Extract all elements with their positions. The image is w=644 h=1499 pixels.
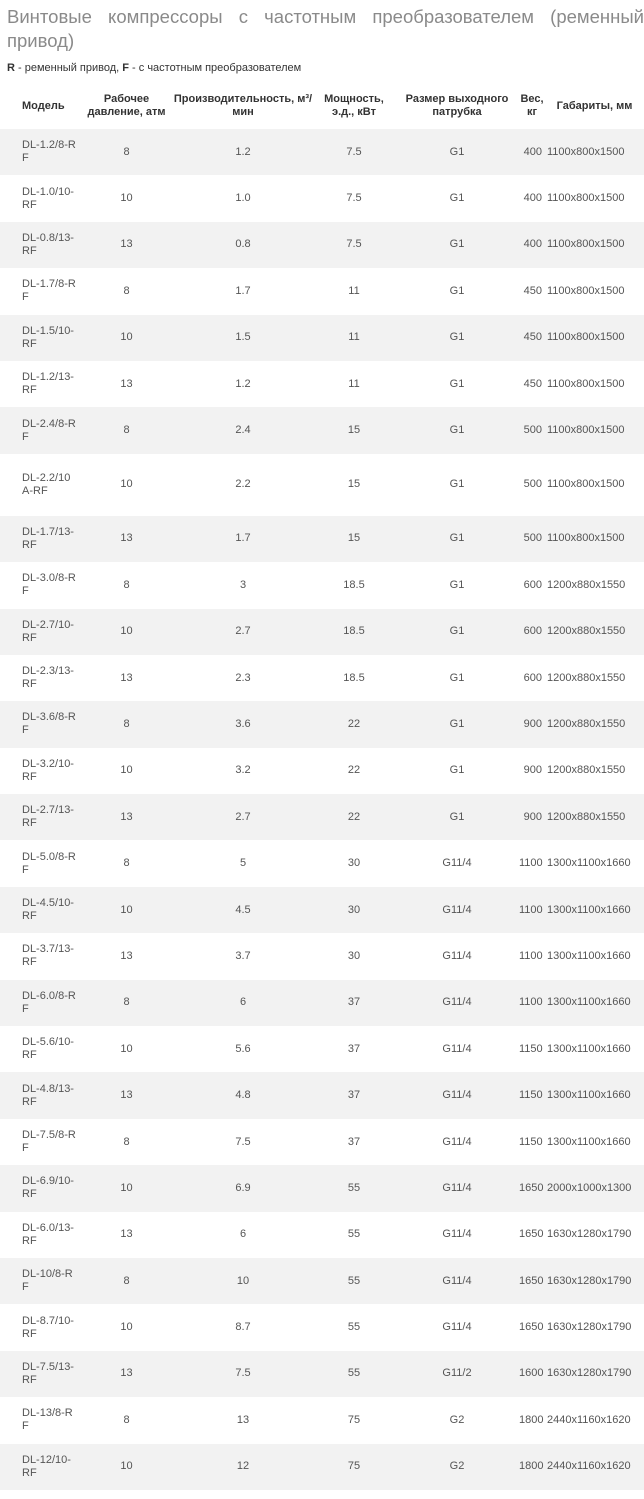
cell-outlet-size: G1 — [395, 407, 519, 453]
cell-capacity: 8.7 — [173, 1304, 313, 1350]
cell-power: 11 — [313, 268, 395, 314]
cell-capacity: 4.5 — [173, 887, 313, 933]
cell-weight: 1100 — [519, 933, 545, 979]
cell-power: 11 — [313, 361, 395, 407]
cell-model: DL-2.2/10A-RF — [0, 454, 80, 516]
table-body — [0, 129, 644, 1490]
table-row — [0, 1444, 644, 1490]
cell-outlet-size: G2 — [395, 1444, 519, 1490]
cell-power: 22 — [313, 748, 395, 794]
cell-capacity: 2.3 — [173, 655, 313, 701]
cell-model: DL-3.7/13-RF — [0, 933, 80, 979]
cell-dimensions: 1100x800x1500 — [545, 516, 644, 562]
cell-weight: 1650 — [519, 1165, 545, 1211]
cell-capacity: 1.7 — [173, 268, 313, 314]
table-row — [0, 887, 644, 933]
cell-capacity: 3.7 — [173, 933, 313, 979]
cell-capacity: 2.7 — [173, 609, 313, 655]
cell-weight: 1650 — [519, 1212, 545, 1258]
cell-power: 37 — [313, 1072, 395, 1118]
cell-pressure: 13 — [80, 1351, 173, 1397]
cell-outlet-size: G1 — [395, 655, 519, 701]
cell-weight: 500 — [519, 516, 545, 562]
table-row — [0, 268, 644, 314]
cell-capacity: 3.6 — [173, 701, 313, 747]
cell-dimensions: 1300x1100x1660 — [545, 980, 644, 1026]
header-model: Модель — [0, 83, 80, 129]
cell-weight: 400 — [519, 129, 545, 175]
cell-outlet-size: G1 — [395, 268, 519, 314]
cell-dimensions: 1300x1100x1660 — [545, 933, 644, 979]
header-capacity: Производительность, м³/мин — [173, 83, 313, 129]
cell-outlet-size: G11/4 — [395, 1304, 519, 1350]
cell-dimensions: 1300x1100x1660 — [545, 1026, 644, 1072]
cell-dimensions: 1100x800x1500 — [545, 315, 644, 361]
cell-capacity: 1.2 — [173, 129, 313, 175]
cell-outlet-size: G1 — [395, 609, 519, 655]
cell-pressure: 10 — [80, 1444, 173, 1490]
cell-dimensions: 1300x1100x1660 — [545, 887, 644, 933]
cell-pressure: 8 — [80, 407, 173, 453]
header-pressure: Рабочее давление, атм — [80, 83, 173, 129]
table-row — [0, 454, 644, 516]
cell-capacity: 2.4 — [173, 407, 313, 453]
cell-model: DL-3.0/8-RF — [0, 562, 80, 608]
cell-capacity: 2.2 — [173, 454, 313, 516]
table-row — [0, 129, 644, 175]
cell-dimensions: 1100x800x1500 — [545, 268, 644, 314]
cell-power: 11 — [313, 315, 395, 361]
cell-capacity: 6 — [173, 1212, 313, 1258]
cell-power: 7.5 — [313, 129, 395, 175]
table-row — [0, 794, 644, 840]
cell-power: 37 — [313, 980, 395, 1026]
cell-model: DL-1.2/13-RF — [0, 361, 80, 407]
cell-model: DL-1.0/10-RF — [0, 175, 80, 221]
table-row — [0, 361, 644, 407]
cell-weight: 1100 — [519, 980, 545, 1026]
cell-weight: 450 — [519, 315, 545, 361]
cell-weight: 1800 — [519, 1397, 545, 1443]
cell-dimensions: 1200x880x1550 — [545, 562, 644, 608]
cell-pressure: 13 — [80, 794, 173, 840]
cell-dimensions: 2000x1000x1300 — [545, 1165, 644, 1211]
table-row — [0, 980, 644, 1026]
header-power: Мощность, э.д., кВт — [313, 83, 395, 129]
cell-model: DL-7.5/13-RF — [0, 1351, 80, 1397]
cell-weight: 400 — [519, 222, 545, 268]
cell-weight: 1650 — [519, 1304, 545, 1350]
cell-weight: 500 — [519, 454, 545, 516]
cell-dimensions: 1630x1280x1790 — [545, 1304, 644, 1350]
table-row — [0, 1119, 644, 1165]
cell-power: 55 — [313, 1258, 395, 1304]
cell-pressure: 8 — [80, 1258, 173, 1304]
cell-dimensions: 1200x880x1550 — [545, 701, 644, 747]
cell-capacity: 6 — [173, 980, 313, 1026]
compressor-table — [0, 83, 644, 1490]
cell-pressure: 10 — [80, 1026, 173, 1072]
cell-pressure: 8 — [80, 1397, 173, 1443]
cell-dimensions: 1200x880x1550 — [545, 655, 644, 701]
cell-power: 18.5 — [313, 655, 395, 701]
cell-model: DL-1.7/13-RF — [0, 516, 80, 562]
cell-capacity: 2.7 — [173, 794, 313, 840]
cell-weight: 1150 — [519, 1072, 545, 1118]
cell-outlet-size: G11/4 — [395, 933, 519, 979]
cell-model: DL-1.5/10-RF — [0, 315, 80, 361]
cell-pressure: 8 — [80, 1119, 173, 1165]
table-row — [0, 222, 644, 268]
cell-model: DL-3.6/8-RF — [0, 701, 80, 747]
cell-weight: 900 — [519, 748, 545, 794]
cell-capacity: 6.9 — [173, 1165, 313, 1211]
cell-weight: 600 — [519, 655, 545, 701]
cell-dimensions: 1200x880x1550 — [545, 794, 644, 840]
cell-pressure: 13 — [80, 1212, 173, 1258]
cell-capacity: 12 — [173, 1444, 313, 1490]
cell-dimensions: 1300x1100x1660 — [545, 1072, 644, 1118]
cell-power: 37 — [313, 1026, 395, 1072]
cell-weight: 1800 — [519, 1444, 545, 1490]
cell-weight: 1150 — [519, 1026, 545, 1072]
cell-capacity: 13 — [173, 1397, 313, 1443]
cell-weight: 600 — [519, 562, 545, 608]
cell-model: DL-1.2/8-RF — [0, 129, 80, 175]
cell-weight: 1600 — [519, 1351, 545, 1397]
cell-outlet-size: G1 — [395, 516, 519, 562]
cell-dimensions: 1630x1280x1790 — [545, 1258, 644, 1304]
cell-capacity: 7.5 — [173, 1119, 313, 1165]
cell-power: 7.5 — [313, 175, 395, 221]
cell-weight: 1100 — [519, 840, 545, 886]
cell-capacity: 5.6 — [173, 1026, 313, 1072]
cell-power: 18.5 — [313, 609, 395, 655]
cell-power: 55 — [313, 1351, 395, 1397]
cell-outlet-size: G11/2 — [395, 1351, 519, 1397]
cell-model: DL-7.5/8-RF — [0, 1119, 80, 1165]
cell-pressure: 8 — [80, 268, 173, 314]
table-row — [0, 1304, 644, 1350]
cell-power: 30 — [313, 933, 395, 979]
cell-model: DL-1.7/8-RF — [0, 268, 80, 314]
cell-power: 55 — [313, 1165, 395, 1211]
cell-power: 15 — [313, 454, 395, 516]
cell-model: DL-2.7/10-RF — [0, 609, 80, 655]
cell-weight: 900 — [519, 701, 545, 747]
cell-dimensions: 2440x1160x1620 — [545, 1397, 644, 1443]
cell-model: DL-4.8/13-RF — [0, 1072, 80, 1118]
cell-capacity: 1.2 — [173, 361, 313, 407]
cell-power: 15 — [313, 407, 395, 453]
cell-power: 55 — [313, 1304, 395, 1350]
cell-pressure: 10 — [80, 887, 173, 933]
cell-power: 18.5 — [313, 562, 395, 608]
cell-power: 55 — [313, 1212, 395, 1258]
table-row — [0, 1026, 644, 1072]
cell-pressure: 13 — [80, 361, 173, 407]
cell-dimensions: 1100x800x1500 — [545, 454, 644, 516]
cell-outlet-size: G11/4 — [395, 1165, 519, 1211]
table-row — [0, 840, 644, 886]
cell-capacity: 1.7 — [173, 516, 313, 562]
cell-weight: 400 — [519, 175, 545, 221]
legend-f-text: - с частотным преобразователем — [128, 62, 302, 74]
cell-weight: 1100 — [519, 887, 545, 933]
cell-weight: 450 — [519, 361, 545, 407]
cell-outlet-size: G1 — [395, 562, 519, 608]
table-row — [0, 562, 644, 608]
cell-dimensions: 1200x880x1550 — [545, 609, 644, 655]
cell-power: 22 — [313, 701, 395, 747]
cell-outlet-size: G1 — [395, 129, 519, 175]
cell-power: 75 — [313, 1397, 395, 1443]
cell-power: 15 — [313, 516, 395, 562]
cell-dimensions: 1300x1100x1660 — [545, 840, 644, 886]
table-row — [0, 407, 644, 453]
cell-outlet-size: G11/4 — [395, 1072, 519, 1118]
cell-outlet-size: G1 — [395, 748, 519, 794]
cell-capacity: 1.5 — [173, 315, 313, 361]
cell-pressure: 10 — [80, 1165, 173, 1211]
cell-dimensions: 1100x800x1500 — [545, 361, 644, 407]
cell-model: DL-8.7/10-RF — [0, 1304, 80, 1350]
header-row — [0, 83, 644, 129]
table-row — [0, 1212, 644, 1258]
cell-capacity: 0.8 — [173, 222, 313, 268]
cell-capacity: 1.0 — [173, 175, 313, 221]
cell-pressure: 10 — [80, 175, 173, 221]
cell-outlet-size: G1 — [395, 175, 519, 221]
table-row — [0, 748, 644, 794]
table-header — [0, 83, 644, 129]
cell-outlet-size: G1 — [395, 701, 519, 747]
legend-note — [0, 58, 644, 78]
cell-pressure: 10 — [80, 1304, 173, 1350]
cell-dimensions: 1630x1280x1790 — [545, 1351, 644, 1397]
cell-pressure: 8 — [80, 980, 173, 1026]
table-row — [0, 1165, 644, 1211]
cell-outlet-size: G11/4 — [395, 840, 519, 886]
cell-power: 30 — [313, 840, 395, 886]
table-row — [0, 1072, 644, 1118]
cell-dimensions: 1630x1280x1790 — [545, 1212, 644, 1258]
cell-model: DL-5.0/8-RF — [0, 840, 80, 886]
cell-pressure: 10 — [80, 748, 173, 794]
cell-dimensions: 1100x800x1500 — [545, 175, 644, 221]
cell-pressure: 8 — [80, 562, 173, 608]
cell-capacity: 3 — [173, 562, 313, 608]
cell-model: DL-2.3/13-RF — [0, 655, 80, 701]
cell-outlet-size: G1 — [395, 315, 519, 361]
cell-weight: 1150 — [519, 1119, 545, 1165]
cell-model: DL-5.6/10-RF — [0, 1026, 80, 1072]
table-row — [0, 516, 644, 562]
cell-capacity: 7.5 — [173, 1351, 313, 1397]
page-title: Винтовые компрессоры с частотным преобразователем (ременный привод) — [7, 6, 644, 51]
cell-pressure: 13 — [80, 1072, 173, 1118]
cell-model: DL-12/10-RF — [0, 1444, 80, 1490]
cell-model: DL-6.9/10-RF — [0, 1165, 80, 1211]
table-row — [0, 701, 644, 747]
table-row — [0, 175, 644, 221]
cell-outlet-size: G1 — [395, 794, 519, 840]
table-row — [0, 1351, 644, 1397]
cell-model: DL-0.8/13-RF — [0, 222, 80, 268]
table-row — [0, 933, 644, 979]
cell-power: 30 — [313, 887, 395, 933]
header-dimensions: Габариты, мм — [545, 83, 644, 129]
table-row — [0, 609, 644, 655]
cell-pressure: 13 — [80, 655, 173, 701]
cell-outlet-size: G2 — [395, 1397, 519, 1443]
cell-weight: 500 — [519, 407, 545, 453]
cell-model: DL-13/8-RF — [0, 1397, 80, 1443]
cell-power: 22 — [313, 794, 395, 840]
cell-model: DL-6.0/13-RF — [0, 1212, 80, 1258]
cell-dimensions: 1100x800x1500 — [545, 129, 644, 175]
header-outlet-size: Размер выходного патрубка — [395, 83, 519, 129]
cell-outlet-size: G1 — [395, 361, 519, 407]
table-row — [0, 315, 644, 361]
cell-pressure: 13 — [80, 222, 173, 268]
cell-power: 75 — [313, 1444, 395, 1490]
cell-outlet-size: G11/4 — [395, 1258, 519, 1304]
cell-dimensions: 1100x800x1500 — [545, 407, 644, 453]
cell-model: DL-10/8-RF — [0, 1258, 80, 1304]
cell-capacity: 5 — [173, 840, 313, 886]
table-row — [0, 1397, 644, 1443]
header-weight: Вес, кг — [519, 83, 545, 129]
cell-pressure: 13 — [80, 516, 173, 562]
cell-pressure: 8 — [80, 129, 173, 175]
cell-capacity: 10 — [173, 1258, 313, 1304]
cell-dimensions: 1300x1100x1660 — [545, 1119, 644, 1165]
cell-model: DL-4.5/10-RF — [0, 887, 80, 933]
cell-dimensions: 2440x1160x1620 — [545, 1444, 644, 1490]
cell-outlet-size: G11/4 — [395, 1212, 519, 1258]
cell-power: 7.5 — [313, 222, 395, 268]
cell-capacity: 4.8 — [173, 1072, 313, 1118]
cell-pressure: 8 — [80, 840, 173, 886]
cell-weight: 600 — [519, 609, 545, 655]
cell-model: DL-2.7/13-RF — [0, 794, 80, 840]
legend-r-key: R — [7, 62, 15, 74]
table-row — [0, 655, 644, 701]
cell-pressure: 10 — [80, 609, 173, 655]
cell-pressure: 13 — [80, 933, 173, 979]
cell-dimensions: 1200x880x1550 — [545, 748, 644, 794]
cell-dimensions: 1100x800x1500 — [545, 222, 644, 268]
cell-model: DL-2.4/8-RF — [0, 407, 80, 453]
cell-weight: 900 — [519, 794, 545, 840]
cell-pressure: 10 — [80, 315, 173, 361]
cell-outlet-size: G11/4 — [395, 980, 519, 1026]
cell-capacity: 3.2 — [173, 748, 313, 794]
cell-pressure: 8 — [80, 701, 173, 747]
cell-pressure: 10 — [80, 454, 173, 516]
cell-outlet-size: G11/4 — [395, 1119, 519, 1165]
legend-f-key: F — [122, 62, 129, 74]
cell-power: 37 — [313, 1119, 395, 1165]
cell-weight: 1650 — [519, 1258, 545, 1304]
cell-model: DL-6.0/8-RF — [0, 980, 80, 1026]
cell-model: DL-3.2/10-RF — [0, 748, 80, 794]
cell-outlet-size: G11/4 — [395, 1026, 519, 1072]
table-row — [0, 1258, 644, 1304]
legend-r-text: - ременный привод, — [14, 62, 123, 74]
cell-outlet-size: G11/4 — [395, 887, 519, 933]
cell-weight: 450 — [519, 268, 545, 314]
cell-outlet-size: G1 — [395, 454, 519, 516]
cell-outlet-size: G1 — [395, 222, 519, 268]
